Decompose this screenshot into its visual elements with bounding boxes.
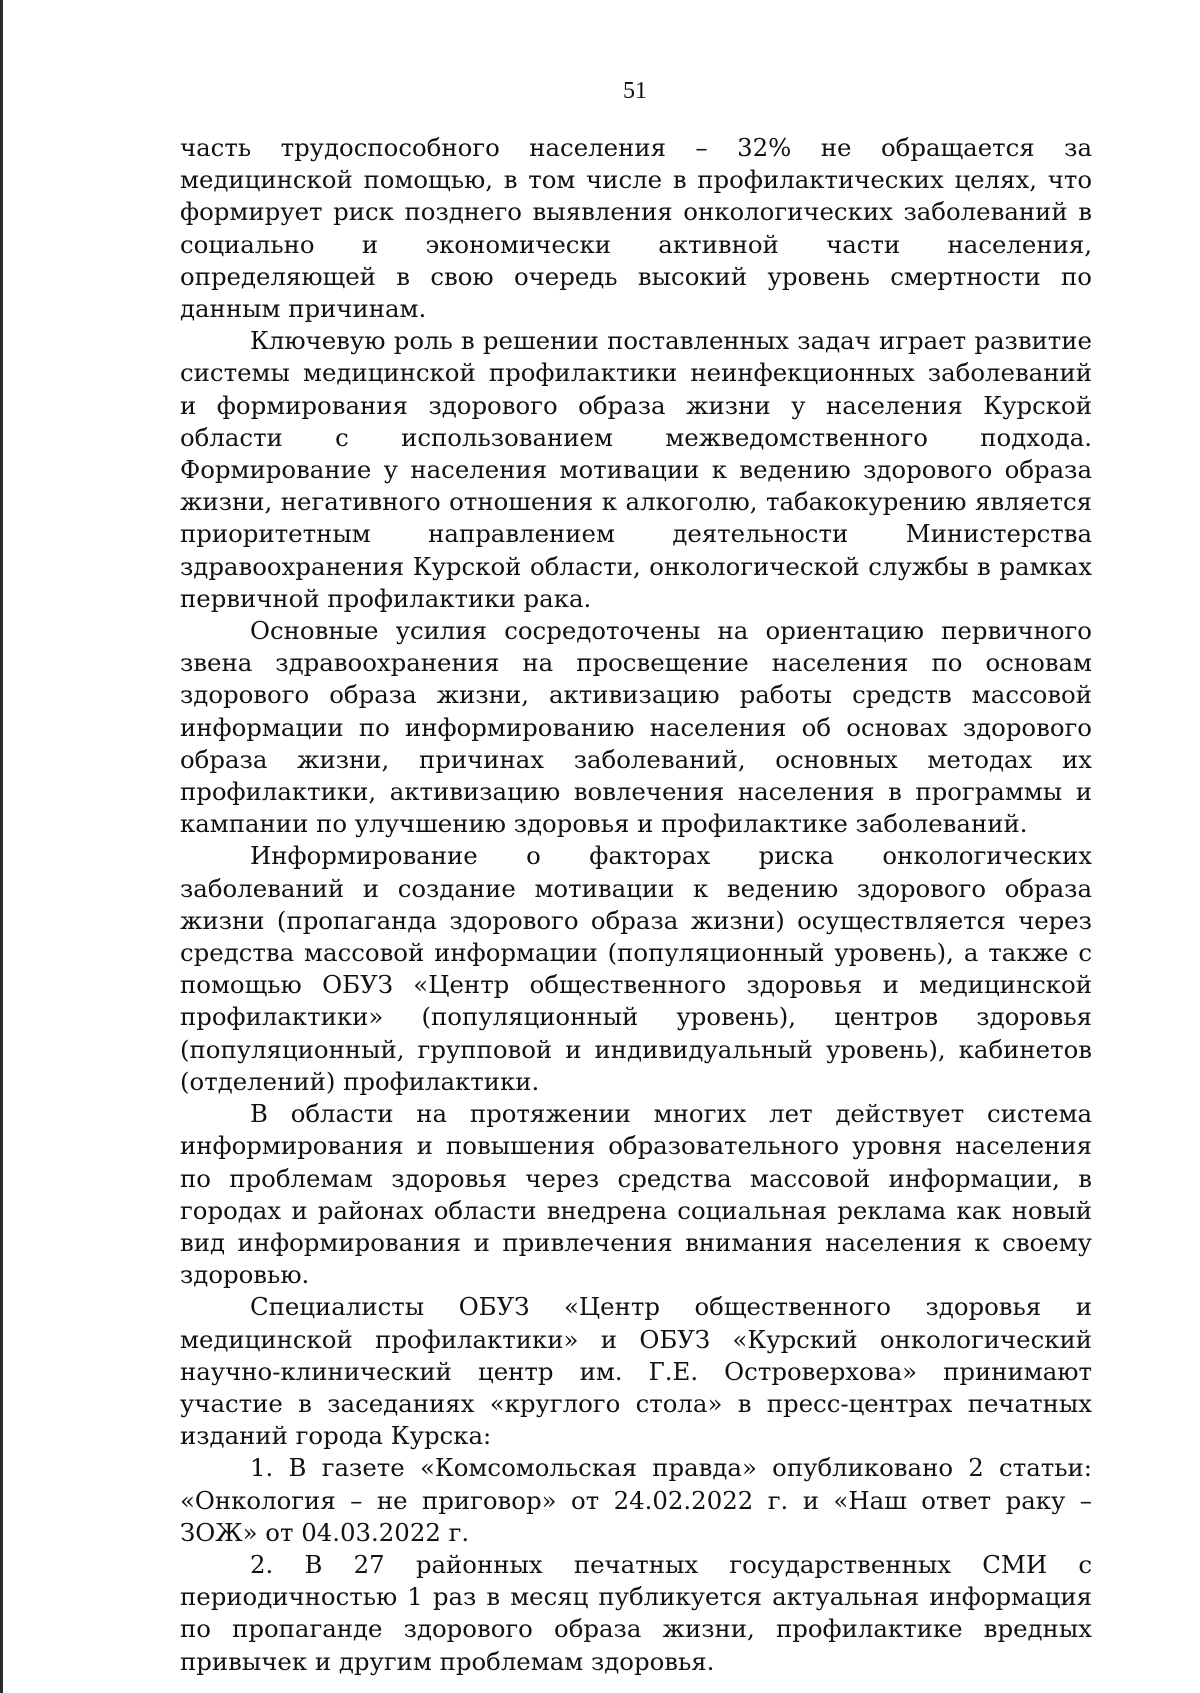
list-item: 2. В 27 районных печатных государственных СМИ с периодичностью 1 раз в месяц публикуется актуальная информация по пропаганде здорового образа жизни, профилактике вредных привычек и другим проблемам здоровья. bbox=[180, 1549, 1092, 1676]
list-item: 1. В газете «Комсомольская правда» опубликовано 2 статьи: «Онкология – не приговор» от 24.02.2022 г. и «Наш ответ раку – ЗОЖ» от 04.03.2022 г. bbox=[180, 1453, 1092, 1547]
document-body bbox=[180, 132, 1092, 1678]
paragraph: часть трудоспособного населения – 32% не обращается за медицинской помощью, в том числе в профилактических целях, что формирует риск позднего выявления онкологических заболеваний в социально и экономически активной части населения, определяющей в свою очередь высокий уровень смертности по данным причинам. bbox=[180, 133, 1092, 324]
paragraph: Основные усилия сосредоточены на ориентацию первичного звена здравоохранения на просвещение населения по основам здорового образа жизни, активизацию работы средств массовой информации по информированию населения об основах здорового образа жизни, причинах заболеваний, основных методах их профилактики, активизацию вовлечения населения в программы и кампании по улучшению здоровья и профилактике заболеваний. bbox=[180, 616, 1092, 839]
scan-edge bbox=[0, 0, 3, 1693]
paragraph: Специалисты ОБУЗ «Центр общественного здоровья и медицинской профилактики» и ОБУЗ «Курский онкологический научно-клинический центр им. Г.Е. Островерхова» принимают участие в заседаниях «круглого стола» в пресс-центрах печатных изданий города Курска: bbox=[180, 1292, 1092, 1451]
paragraph: В области на протяжении многих лет действует система информирования и повышения образовательного уровня населения по проблемам здоровья через средства массовой информации, в городах и районах области внедрена социальная реклама как новый вид информирования и привлечения внимания населения к своему здоровью. bbox=[180, 1099, 1092, 1290]
page-number: 51 bbox=[623, 78, 647, 104]
paragraph: Ключевую роль в решении поставленных задач играет развитие системы медицинской профилактики неинфекционных заболеваний и формирования здорового образа жизни у населения Курской области с использованием межведомственного подхода. Формирование у населения мотивации к ведению здорового образа жизни, негативного отношения к алкоголю, табакокурению является приоритетным направлением деятельности Министерства здравоохранения Курской области, онкологической службы в рамках первичной профилактики рака. bbox=[180, 326, 1092, 613]
paragraph: Информирование о факторах риска онкологических заболеваний и создание мотивации к ведению здорового образа жизни (пропаганда здорового образа жизни) осуществляется через средства массовой информации (популяционный уровень), а также с помощью ОБУЗ «Центр общественного здоровья и медицинской профилактики» (популяционный уровень), центров здоровья (популяционный, групповой и индивидуальный уровень), кабинетов (отделений) профилактики. bbox=[180, 841, 1092, 1096]
